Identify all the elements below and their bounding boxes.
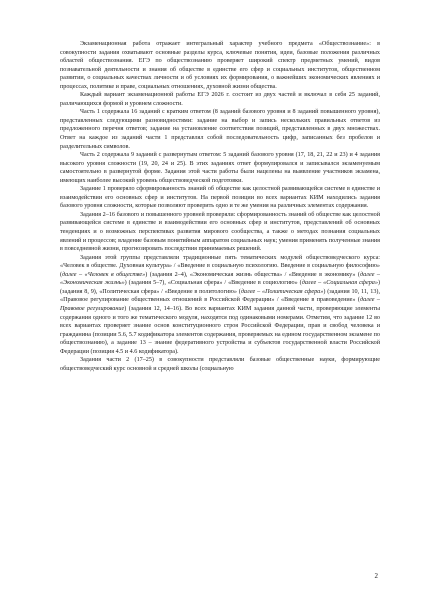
text-run: Задание 1 проверяло сформированность знаний об обществе как целостной развивающейся системе в единстве и взаимодействии его основных сфер и институтов. На первой позиции во всех вариантах КИМ находились задания базового уровня сложности, которые позволяют проверить одно и те же умения на различных элементах содержания.: [60, 186, 380, 210]
page-number: 2: [374, 572, 378, 580]
text-run: ) (задания 8, 9), «Политическая сфера» / «Введение в политологию» (: [60, 280, 380, 295]
italic-text-run: далее – Правовое регулирование: [60, 297, 380, 312]
italic-text-run: далее – «Экономическая жизнь»: [60, 271, 380, 287]
text-run: Задания этой группы представляли традиционные пять тематических модулей обществоведческого курса: «Человек в обществе. Духовная культура» / «Введение в социальную психологию. Введение в социальную философию» (: [60, 254, 380, 278]
italic-text-run: далее – «Политическая сфера»: [240, 288, 324, 295]
body-paragraph: [60, 108, 380, 151]
text-run: ) (задания 10, 11, 13), «Правовое регулирование общественных отношений в Российской Федерации» / «Введение в правоведение» (: [60, 288, 380, 304]
body-paragraph: [60, 151, 380, 185]
text-run: ) (задания 5–7), «Социальная сфера» / «Введение в социологию» (: [124, 280, 302, 287]
body-paragraph: [60, 254, 380, 357]
text-run: Часть 2 содержала 9 заданий с развернутым ответом: 5 заданий базового уровня (17, 18, 21, 22 и 23) и 4 задания высокого уровня сложности (19, 20, 24 и 25). В этих заданиях ответ формулировался и записывался экзаменуемым самостоятельно в развернутой форме. Задания этой части работы были нацелены на выявление участников экзамена, имеющих наиболее высокий уровень обществоведческой подготовки.: [60, 152, 380, 184]
text-run: Каждый вариант экзаменационной работы ЕГЭ 2026 г. состоит из двух частей и включал в себя 25 заданий, различающихся формой и уровнем сложности.: [60, 92, 380, 107]
body-paragraph: [60, 356, 380, 373]
text-run: ) (задания 2–4), «Экономическая жизнь общества» / «Введение в экономику» (: [145, 271, 360, 278]
body-paragraph: [60, 211, 380, 254]
text-run: Задания 2–16 базового и повышенного уровней проверяли: сформированность знаний об обществе как целостной развивающейся системе в единстве и взаимодействии его основных сфер и институтов, представлений об основных тенденциях и о возможных перспективах развития мирового сообщества, а также о методах познания социальных явлений и процессов; владение базовым понятийным аппаратом социальных наук; умения применять полученные знания в повседневной жизни, прогнозировать последствия принимаемых решений.: [60, 211, 380, 253]
body-paragraph: [60, 91, 380, 108]
body-paragraph: [60, 40, 380, 91]
text-run: ) (задания 12, 14–16). Во всех вариантах КИМ задания данной части, проверяющие элементы содержания одного и того же тематического модуля, находятся под одинаковыми номерами. Отметим, что задание 12 во всех вариантах проверяет знание основ конституционного строя Российской Федерации, прав и свобод человека и гражданина (позиции 5.6, 5.7 кодификатора элементов содержания, проверяемых на едином государственном экзамене по обществознанию), а задание 13 – знание федеративного устройства и субъектов государственной власти Российской Федерации (позиция 4.5 и 4.6 кодификатора).: [60, 305, 381, 355]
italic-text-run: далее – «Человек в обществе»: [62, 271, 146, 278]
text-run: Экзаменационная работа отражает интегральный характер учебного предмета «Обществознание»: в совокупности задания охватывают основные разделы курса, ключевые понятия, идеи, базовые положения различных областей обществознания. ЕГЭ по обществознанию проверяет широкий спектр предметных умений, видов познавательной деятельности и знания об обществе в единстве его сфер и социальных институтов, общественном развитии, о социальных качествах личности и об условиях их формирования, о важнейших экономических явлениях и процессах, политике и праве, социальных отношениях, духовной жизни общества.: [60, 41, 380, 90]
body-paragraph: [60, 185, 380, 211]
text-run: Часть 1 содержала 16 заданий с кратким ответом (8 заданий базового уровня и 8 заданий повышенного уровня), представленных следующими разновидностями: задание на выбор и запись нескольких правильных ответов из предложенного перечня ответов; задание на установление соответствия позиций, представленных в двух множествах. Ответ на каждое из заданий части 1 представлял собой последовательность цифр, записанных без пробелов и разделительных символов.: [60, 109, 380, 150]
italic-text-run: далее – «Социальная сфера»: [301, 280, 378, 287]
document-body: [60, 40, 380, 373]
text-run: Задания части 2 (17–25) в совокупности представляли базовые общественные науки, формирующие обществоведческий курс основной и средней школы (социальную: [60, 357, 380, 372]
